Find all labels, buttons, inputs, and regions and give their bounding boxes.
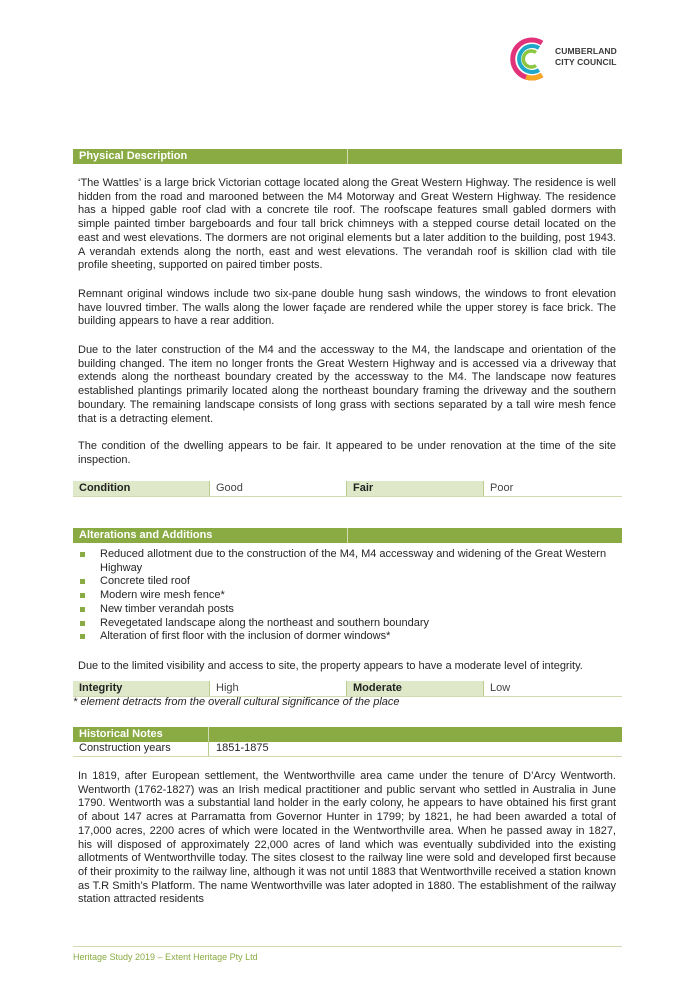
section-heading: Physical Description [79,150,188,162]
historical-paragraph: In 1819, after European settlement, the Wentworthville area came under the tenure of D’Arcy Wentworth. Wentworth (1762-1827) was an Irish medical practitioner and public servant who settled in Australia in June 1790. Wentworth was a substantial land holder in the early colony, he appears to have obtained his first grant of about 147 acres at Parramatta from Governor Hunter in 1799; by 1821, he had been awarded a total of 17,000 acres, 2200 acres of which were located in the Wentworthville area. When he passed away in 1827, his will disposed of approximately 22,000 acres of land which was eventually subdivided into the existing allotments of Wentworthville today. The sites closest to the railway line were sold and developed first because of their proximity to the railway line, although it was not until 1883 that Wentworthville received a station known as T.R Smith’s Platform. The name Wentworthville was later adopted in 1880. The establishment of the railway station attracted residents [78,770,616,906]
council-logo [508,34,628,84]
integrity-rating-row [73,681,622,697]
integrity-option-low: Low [484,681,622,696]
physical-description-header [73,149,622,164]
condition-rating-row [73,481,622,497]
detracting-element-note: * element detracts from the overall cultural significance of the place [73,696,400,708]
construction-years-value: 1851-1875 [216,742,269,754]
list-item: Revegetated landscape along the northeast and southern boundary [78,617,623,631]
footer-divider [73,946,622,947]
footer-text: Heritage Study 2019 – Extent Heritage Pty Ltd [73,952,258,962]
physical-paragraph-3: Due to the later construction of the M4 and the accessway to the M4, the landscape and orientation of the building changed. The item no longer fronts the Great Western Highway and is accessed via a driveway that extends along the northeast boundary created by the accessway to the M4. The landscape now features established plantings primarily located along the northeast boundary framing the driveway and the southern boundary. The remaining landscape consists of long grass with sections separated by a tall wire mesh fence that is a detracting element. [78,344,616,425]
list-item: Modern wire mesh fence* [78,589,623,603]
list-item: Concrete tiled roof [78,575,623,589]
physical-paragraph-2: Remnant original windows include two six-pane double hung sash windows, the windows to front elevation have louvred timber. The walls along the lower façade are rendered while the upper storey is face brick. The building appears to have a rear addition. [78,288,616,328]
section-heading: Historical Notes [79,728,163,740]
section-heading: Alterations and Additions [79,529,213,541]
construction-years-label: Construction years [79,742,171,754]
physical-paragraph-4: The condition of the dwelling appears to be fair. It appeared to be under renovation at the time of the site inspection. [78,440,616,466]
logo-text-line2: CITY COUNCIL [555,57,617,67]
condition-option-good: Good [210,481,346,496]
condition-option-fair: Fair [347,481,483,496]
integrity-option-high: High [210,681,346,696]
alterations-header [73,528,622,543]
list-item: New timber verandah posts [78,603,623,617]
council-logo-icon [508,34,554,84]
integrity-summary: Due to the limited visibility and access to site, the property appears to have a moderate level of integrity. [78,660,583,672]
integrity-label: Integrity [73,681,209,696]
list-item: Reduced allotment due to the construction of the M4, M4 accessway and widening of the Great Western Highway [78,548,623,575]
historical-notes-header [73,727,622,742]
construction-years-row [73,741,622,757]
condition-label: Condition [73,481,209,496]
integrity-option-moderate: Moderate [347,681,483,696]
alterations-list [78,548,623,644]
physical-paragraph-1: ‘The Wattles’ is a large brick Victorian cottage located along the Great Western Highway. The residence is well hidden from the road and marooned between the M4 Motorway and Great Western Highway. The residence has a hipped gable roof clad with a concrete tile roof. The roofscape features small gabled dormers with simple painted timber bargeboards and four tall brick chimneys with a stepped course detail located on the east and west elevations. The dormers are not original elements but a later addition to the building, post 1943. A verandah extends along the north, east and west elevations. The verandah roof is skillion clad with tile profile sheeting, supported on paired timber posts. [78,177,616,272]
list-item: Alteration of first floor with the inclusion of dormer windows* [78,630,623,644]
condition-option-poor: Poor [484,481,622,496]
logo-text-line1: CUMBERLAND [555,46,617,56]
